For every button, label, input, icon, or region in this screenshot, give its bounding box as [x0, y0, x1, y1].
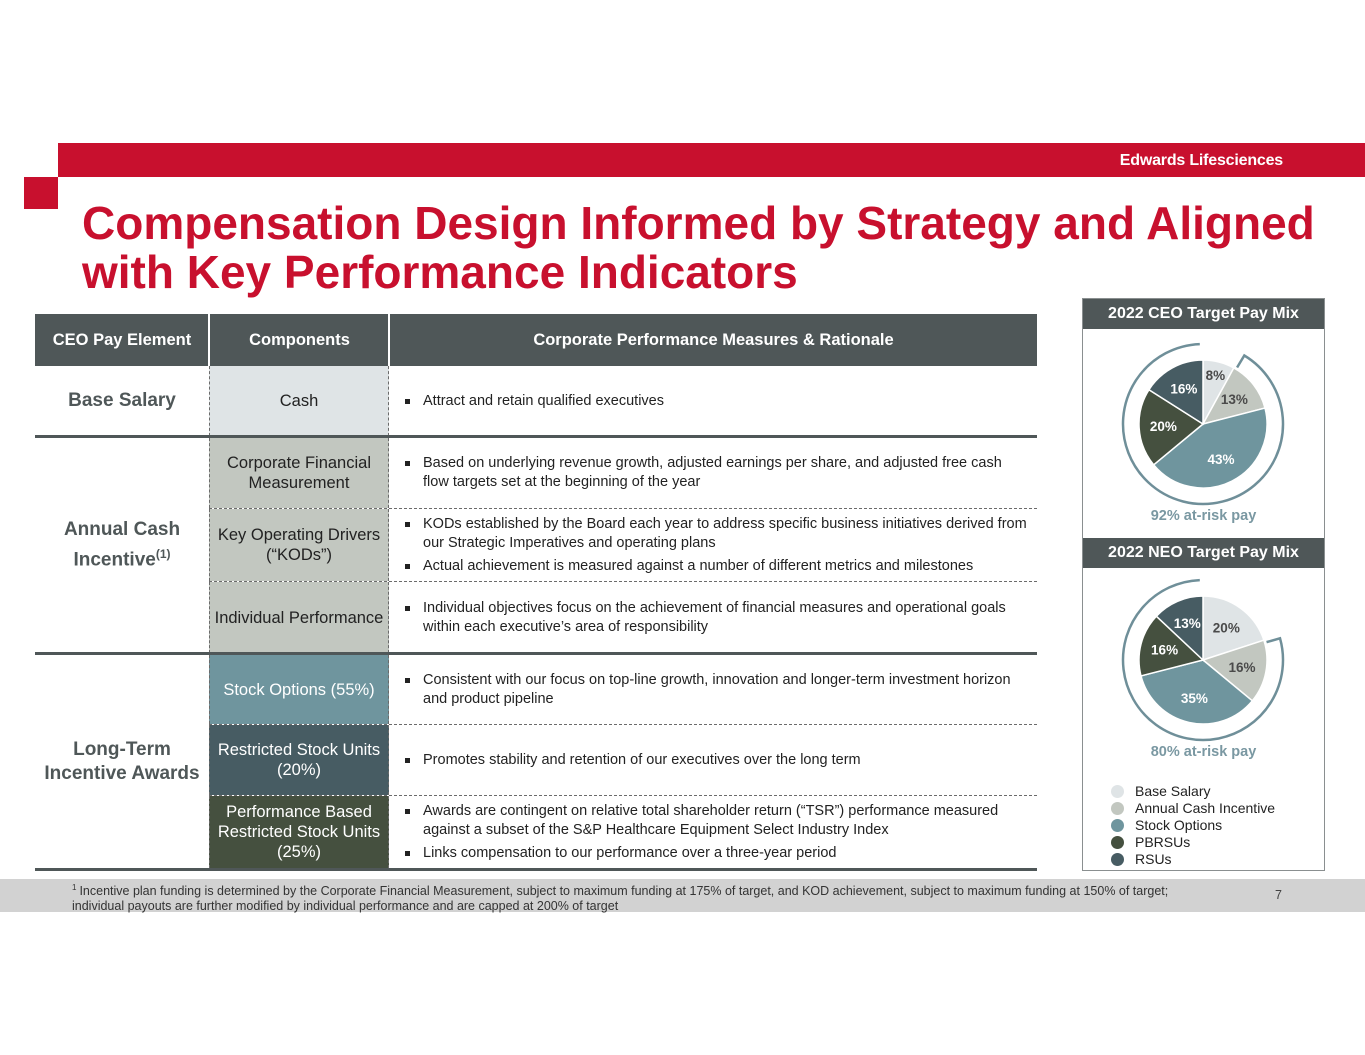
table-bottom-border — [35, 868, 1037, 871]
row-label-long-term-incentive: Long-Term Incentive Awards — [44, 739, 200, 784]
legend-item: RSUs — [1111, 851, 1275, 868]
bullet-item: Individual objectives focus on the achievement of financial measures and operational goals within each executive’s area of responsibility — [402, 599, 1037, 637]
measures-corporate-financial — [390, 438, 1037, 508]
footnote-bar — [0, 879, 1365, 912]
bullet-item: KODs established by the Board each year to address specific business initiatives derived from our Strategic Imperatives and operating plans — [402, 515, 1037, 553]
legend-swatch — [1111, 819, 1124, 832]
bullet-item: Based on underlying revenue growth, adjusted earnings per share, and adjusted free cash flow targets set at the beginning of the year — [402, 454, 1037, 492]
row-label-annual-cash-incentive: Annual Cash Incentive$^{(1)}$ — [63, 519, 181, 571]
bullet-item: Attract and retain qualified executives — [402, 392, 1037, 411]
pie-data-label: 13% — [1173, 616, 1201, 632]
component-kods: Key Operating Drivers (“KODs”) — [209, 509, 389, 581]
pay-mix-panel — [1082, 298, 1325, 871]
pie-data-label: 20% — [1212, 620, 1240, 636]
bullet-item: Consistent with our focus on top-line growth, innovation and longer-term investment horizon and product pipeline — [402, 671, 1037, 709]
component-stock-options: Stock Options (55%) — [209, 655, 389, 724]
ceo-pay-mix-title: 2022 CEO Target Pay Mix — [1083, 299, 1324, 329]
measures-stock-options — [390, 655, 1037, 724]
measures-pbrsus — [390, 796, 1037, 868]
pie-data-label: 16% — [1151, 642, 1179, 658]
chart-legend — [1111, 783, 1275, 868]
header-bar — [58, 143, 1365, 177]
ceo-at-risk-label: 92% at-risk pay — [1150, 508, 1257, 524]
pie-data-label: 13% — [1220, 392, 1248, 408]
bullet-item: Actual achievement is measured against a number of different metrics and milestones — [402, 557, 1037, 576]
pie-data-label: 35% — [1180, 691, 1208, 707]
legend-item: Base Salary — [1111, 783, 1275, 800]
page-number: 7 — [1275, 888, 1282, 902]
legend-swatch — [1111, 802, 1124, 815]
component-pbrsus: Performance Based Restricted Stock Units (25%) — [209, 796, 389, 868]
legend-swatch — [1111, 853, 1124, 866]
legend-swatch — [1111, 785, 1124, 798]
bullet-item: Promotes stability and retention of our executives over the long term — [402, 751, 1037, 770]
pie-data-label: 16% — [1228, 659, 1256, 675]
header-components: Components — [249, 330, 350, 349]
legend-item: PBRSUs — [1111, 834, 1275, 851]
header-pay-element: CEO Pay Element — [52, 330, 192, 349]
footnote: $^1$ Incentive plan funding is determined by the Corporate Financial Measurement, subject to maximum funding at 175% of target, and KOD achievement, subject to maximum funding at 150% of target; individual payouts are further modified by individual performance and are capped at 200% of target — [72, 883, 1169, 914]
measures-rsus — [390, 725, 1037, 795]
component-rsus: Restricted Stock Units (20%) — [209, 725, 389, 795]
measures-kods — [390, 509, 1037, 581]
measures-individual-performance — [390, 582, 1037, 653]
header-measures: Corporate Performance Measures & Rationale — [533, 330, 894, 349]
bullet-item: Links compensation to our performance over a three-year period — [402, 844, 1037, 863]
neo-pay-mix-title: 2022 NEO Target Pay Mix — [1083, 538, 1324, 568]
ceo-pay-mix-pie — [1083, 329, 1324, 519]
pie-data-label: 20% — [1149, 418, 1177, 434]
bullet-item: Awards are contingent on relative total shareholder return (“TSR”) performance measured against a subset of the S&P Healthcare Equipment Select Industry Index — [402, 802, 1037, 840]
neo-pay-mix-pie — [1083, 568, 1324, 748]
component-cash: Cash — [209, 366, 389, 436]
page-title: Compensation Design Informed by Strategy and Aligned with Key Performance Indicators — [82, 197, 1315, 298]
component-individual-performance: Individual Performance — [209, 582, 389, 653]
pie-data-label: 16% — [1170, 381, 1198, 397]
pie-data-label: 43% — [1207, 451, 1235, 467]
pie-data-label: 8% — [1205, 368, 1226, 384]
legend-item: Stock Options — [1111, 817, 1275, 834]
component-corporate-financial: Corporate Financial Measurement — [209, 438, 389, 508]
row-label-base-salary: Base Salary — [68, 390, 176, 411]
table-header — [35, 314, 1037, 366]
legend-swatch — [1111, 836, 1124, 849]
neo-at-risk-label: 80% at-risk pay — [1150, 744, 1257, 760]
legend-item: Annual Cash Incentive — [1111, 800, 1275, 817]
brand-logo: Edwards Lifesciences — [1119, 152, 1283, 169]
accent-square — [24, 177, 58, 209]
measures-base-salary — [390, 366, 1037, 436]
